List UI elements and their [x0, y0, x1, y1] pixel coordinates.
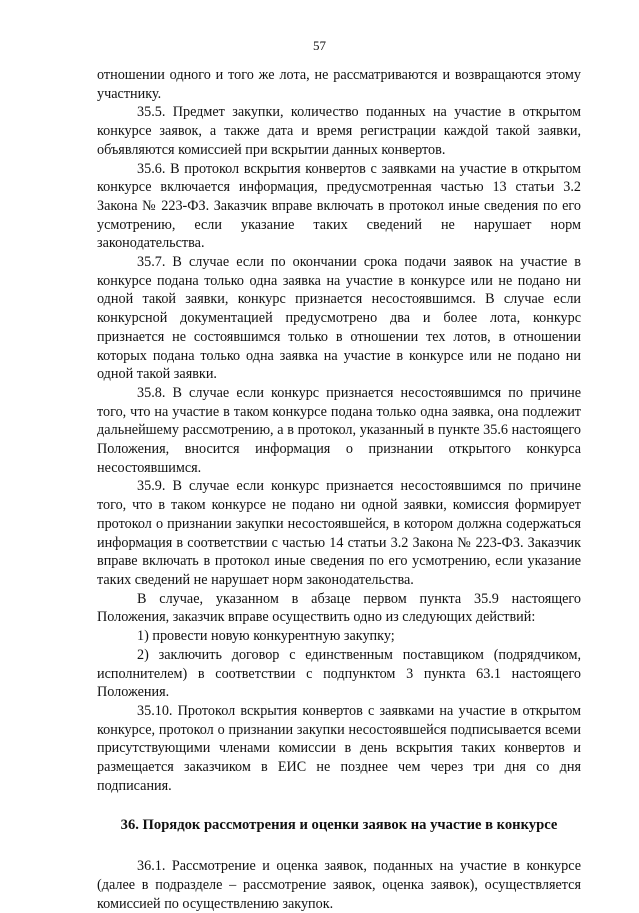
- page-content: [97, 66, 581, 913]
- section-heading: 36. Порядок рассмотрения и оценки заявок на участие в конкурсе: [120, 817, 558, 834]
- paragraph-35-9-case: В случае, указанном в абзаце первом пункта 35.9 настоящего Положения, заказчик вправе осуществить одно из следующих действий:: [97, 590, 581, 626]
- list-item-1: 1) провести новую конкурентную закупку;: [137, 628, 395, 645]
- paragraph-35-8: 35.8. В случае если конкурс признается несостоявшимся по причине того, что на участие в таком конкурсе подана только одна заявка, она подлежит дальнейшему рассмотрению, а в протокол, указанный в пункте 35.6 настоящего Положения, вносится информация о признании открытого конкурса несостоявшимся.: [97, 384, 581, 476]
- paragraph-35-5: 35.5. Предмет закупки, количество поданных на участие в открытом конкурсе заявок, а также дата и время регистрации каждой такой заявки, объявляются комиссией при вскрытии данных конвертов.: [97, 104, 581, 158]
- paragraph-35-10: 35.10. Протокол вскрытия конвертов с заявками на участие в открытом конкурсе, протокол о признании закупки несостоявшейся подписывается всеми присутствующими членами комиссии в день вскрытия таких конвертов и размещается заказчиком в ЕИС не позднее чем через три дня со дня подписания.: [97, 702, 581, 794]
- page-number: 57: [313, 38, 326, 53]
- paragraph-35-6: 35.6. В протокол вскрытия конвертов с заявками на участие в открытом конкурсе включается информация, предусмотренная частью 13 статьи 3.2 Закона № 223-ФЗ. Заказчик вправе включать в протокол иные сведения по его усмотрению, если указание таких сведений не нарушает норм законодательства.: [97, 160, 581, 252]
- paragraph-continuation: отношении одного и того же лота, не рассматриваются и возвращаются этому участнику.: [97, 67, 581, 102]
- paragraph-36-1: 36.1. Рассмотрение и оценка заявок, поданных на участие в конкурсе (далее в подразделе – рассмотрение заявок, оценка заявок), осуществляется комиссией по осуществлению закупок.: [97, 858, 581, 912]
- paragraph-35-9: 35.9. В случае если конкурс признается несостоявшимся по причине того, что в таком конкурсе не подано ни одной заявки, комиссия формирует протокол о признании закупки несостоявшейся, в котором должна содержаться информация в соответствии с частью 14 статьи 3.2 Закона № 223-ФЗ. Заказчик вправе включать в протокол иные сведения по его усмотрению, если указание таких сведений не нарушает норм законодательства.: [97, 478, 581, 588]
- paragraph-35-7: 35.7. В случае если по окончании срока подачи заявок на участие в конкурсе подана только одна заявка на участие в конкурсе или не подано ни одной такой заявки, конкурс признается несостоявшимся. В случае если конкурсной документацией предусмотрено два и более лота, конкурс признается не состоявшимся только в отношении тех лотов, в отношении которых подана только одна заявка на участие в конкурсе или не подано ни одной такой заявки.: [97, 254, 581, 383]
- list-item-2: 2) заключить договор с единственным поставщиком (подрядчиком, исполнителем) в соответствии с подпунктом 3 пункта 63.1 настоящего Положения.: [97, 646, 581, 701]
